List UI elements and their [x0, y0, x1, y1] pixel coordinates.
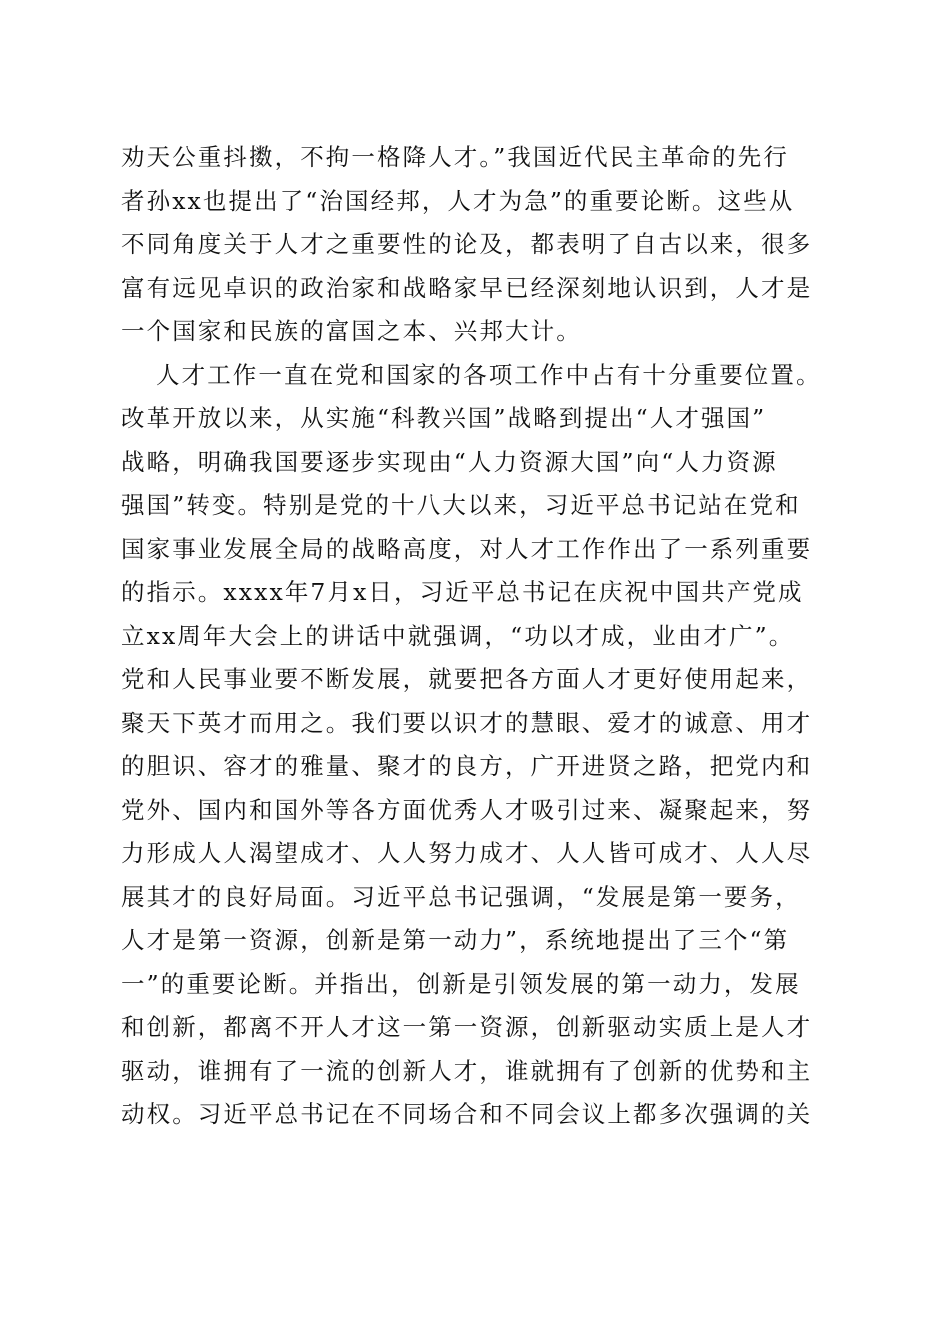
text-line: 动权。习近平总书记在不同场合和不同会议上都多次强调的关 — [121, 1100, 813, 1128]
text-line: 党外、国内和国外等各方面优秀人才吸引过来、凝聚起来，努 — [121, 795, 813, 824]
text-line: 人才工作一直在党和国家的各项工作中占有十分重要位置。 — [156, 360, 822, 389]
text-line: 人才是第一资源，创新是第一动力”，系统地提出了三个“第 — [121, 926, 790, 954]
text-line: 国家事业发展全局的战略高度，对人才工作作出了一系列重要 — [121, 534, 813, 563]
text-line: 力形成人人渴望成才、人人努力成才、人人皆可成才、人人尽 — [121, 839, 813, 867]
body-text — [121, 136, 825, 1137]
text-line: 和创新，都离不开人才这一第一资源，创新驱动实质上是人才 — [121, 1013, 813, 1041]
text-line: 聚天下英才而用之。我们要以识才的慧眼、爱才的诚意、用才 — [121, 708, 813, 737]
text-line: 的指示。xxxx年7月x日，习近平总书记在庆祝中国共产党成 — [121, 578, 804, 606]
paragraph-1 — [121, 136, 825, 354]
text-line: 改革开放以来，从实施“科教兴国”战略到提出“人才强国” — [121, 404, 767, 432]
text-line: 战略，明确我国要逐步实现由“人力资源大国”向“人力资源 — [121, 447, 778, 476]
text-line: 劝天公重抖擞，不拘一格降人才。”我国近代民主革命的先行 — [121, 143, 789, 171]
text-line: 一”的重要论断。并指出，创新是引领发展的第一动力，发展 — [121, 969, 801, 998]
text-line: 党和人民事业要不断发展，就要把各方面人才更好使用起来， — [121, 665, 813, 693]
text-line: 一个国家和民族的富国之本、兴邦大计。 — [121, 317, 582, 345]
text-line: 不同角度关于人才之重要性的论及，都表明了自古以来，很多 — [121, 230, 813, 258]
text-line: 展其才的良好局面。习近平总书记强调，“发展是第一要务， — [121, 882, 801, 911]
text-line: 富有远见卓识的政治家和战略家早已经深刻地认识到，人才是 — [121, 273, 813, 302]
text-line: 强国”转变。特别是党的十八大以来，习近平总书记站在党和 — [121, 491, 801, 519]
paragraph-2 — [121, 354, 825, 1137]
text-line: 立xx周年大会上的讲话中就强调，“功以才成，业由才广”。 — [121, 621, 795, 650]
text-line: 者孙xx也提出了“治国经邦，人才为急”的重要论断。这些从 — [121, 186, 795, 215]
text-line: 驱动，谁拥有了一流的创新人才，谁就拥有了创新的优势和主 — [121, 1056, 813, 1085]
text-line: 的胆识、容才的雅量、聚才的良方，广开进贤之路，把党内和 — [121, 752, 813, 780]
